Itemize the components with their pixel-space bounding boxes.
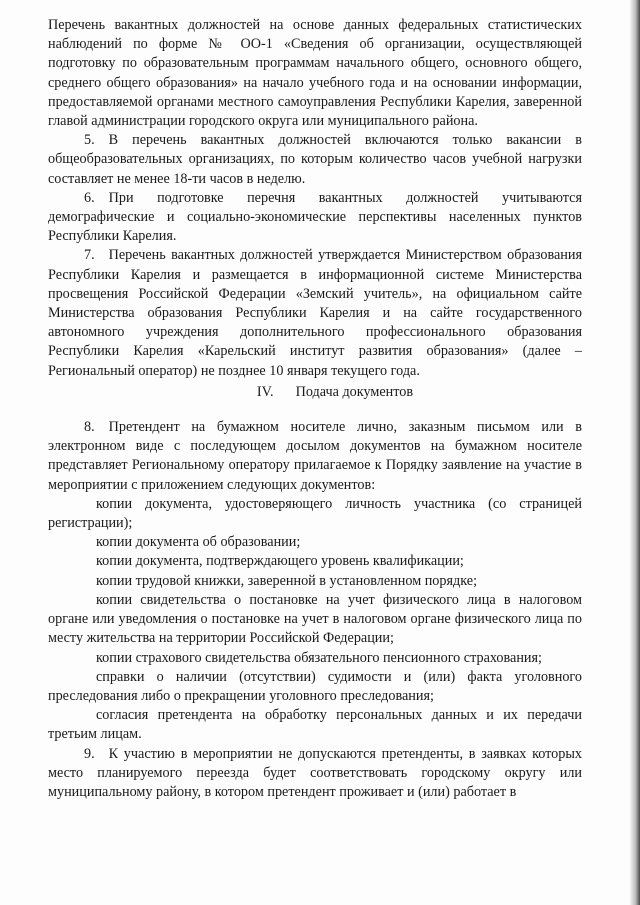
- paragraph-5: [48, 131, 582, 189]
- paragraph-9-number: 9.: [84, 745, 95, 762]
- list-item-3: копии документа, подтверждающего уровень квалификации;: [96, 553, 464, 570]
- list-item-5: копии свидетельства о постановке на учет физического лица в налоговом органе или уведомления о постановке на учет в налоговом органе физического лица по месту жительства на территории Российской Федерации;: [48, 591, 582, 647]
- list-item-7: справки о наличии (отсутствии) судимости и (или) факта уголовного преследования либо о прекращении уголовного преследования;: [48, 668, 582, 704]
- paragraph-8: [48, 418, 582, 495]
- section-number: IV.: [256, 383, 274, 400]
- paragraph-6-number: 6.: [84, 189, 95, 206]
- paragraph-intro: Перечень вакантных должностей на основе данных федеральных статистических наблюдений по форме № ОО-1 «Сведения об организации, осуществляющей подготовку по образовательным программам начального общего, основного общего, среднего общего образования» на начало учебного года и на основании информации, предоставляемой органами местного самоуправления Республики Карелия, заверенной главой администрации городского округа или муниципального района.: [48, 17, 582, 130]
- section-title: Подача документов: [295, 383, 414, 400]
- list-item-4: копии трудовой книжки, заверенной в установленном порядке;: [96, 572, 478, 589]
- paragraph-5-number: 5.: [84, 132, 95, 149]
- paragraph-8-number: 8.: [84, 419, 95, 436]
- list-item-6: копии страхового свидетельства обязательного пенсионного страхования;: [96, 649, 542, 666]
- paragraph-9: [48, 745, 582, 803]
- section-heading: [48, 383, 582, 402]
- list-item-1: копии документа, удостоверяющего личность участника (со страницей регистрации);: [48, 495, 582, 532]
- list-item-8: согласия претендента на обработку персональных данных и их передачи третьим лицам.: [48, 707, 582, 743]
- paragraph-7-text: Перечень вакантных должностей утверждается Министерством образования Республики Карелия и размещается в информационной системе Министерства просвещения Российской Федерации «Земский учитель», на официальном сайте Министерства образования Республики Карелия и на сайте государственного автономного учреждения дополнительного профессионального образования Республики Карелия «Карельский институт развития образования» (далее – Региональный оператор) не позднее 10 января текущего года.: [48, 247, 582, 379]
- paragraph-7: [48, 246, 582, 380]
- paragraph-7-number: 7.: [84, 247, 95, 264]
- paragraph-8-text: Претендент на бумажном носителе лично, заказным письмом или в электронном виде с последующем досылом документов на бумажном носителе представляет Региональному оператору прилагаемое к Порядку заявление на участие в мероприятии с приложением следующих документов:: [48, 419, 582, 493]
- paragraph-9-text: К участию в мероприятии не допускаются претенденты, в заявках которых место планируемого переезда будет соответствовать городскому округу или муниципальному району, в котором претендент проживает и (или) работает в: [48, 745, 582, 800]
- paragraph-6: [48, 189, 582, 247]
- scan-edge-shadow: [630, 0, 640, 905]
- list-item-2: копии документа об образовании;: [96, 534, 301, 551]
- paragraph-5-text: В перечень вакантных должностей включаются только вакансии в общеобразовательных организациях, по которым количество часов учебной нагрузки составляет не менее 18-ти часов в неделю.: [48, 132, 582, 187]
- paragraph-6-text: При подготовке перечня вакантных должностей учитываются демографические и социально-экономические перспективы населенных пунктов Республики Карелия.: [48, 189, 582, 245]
